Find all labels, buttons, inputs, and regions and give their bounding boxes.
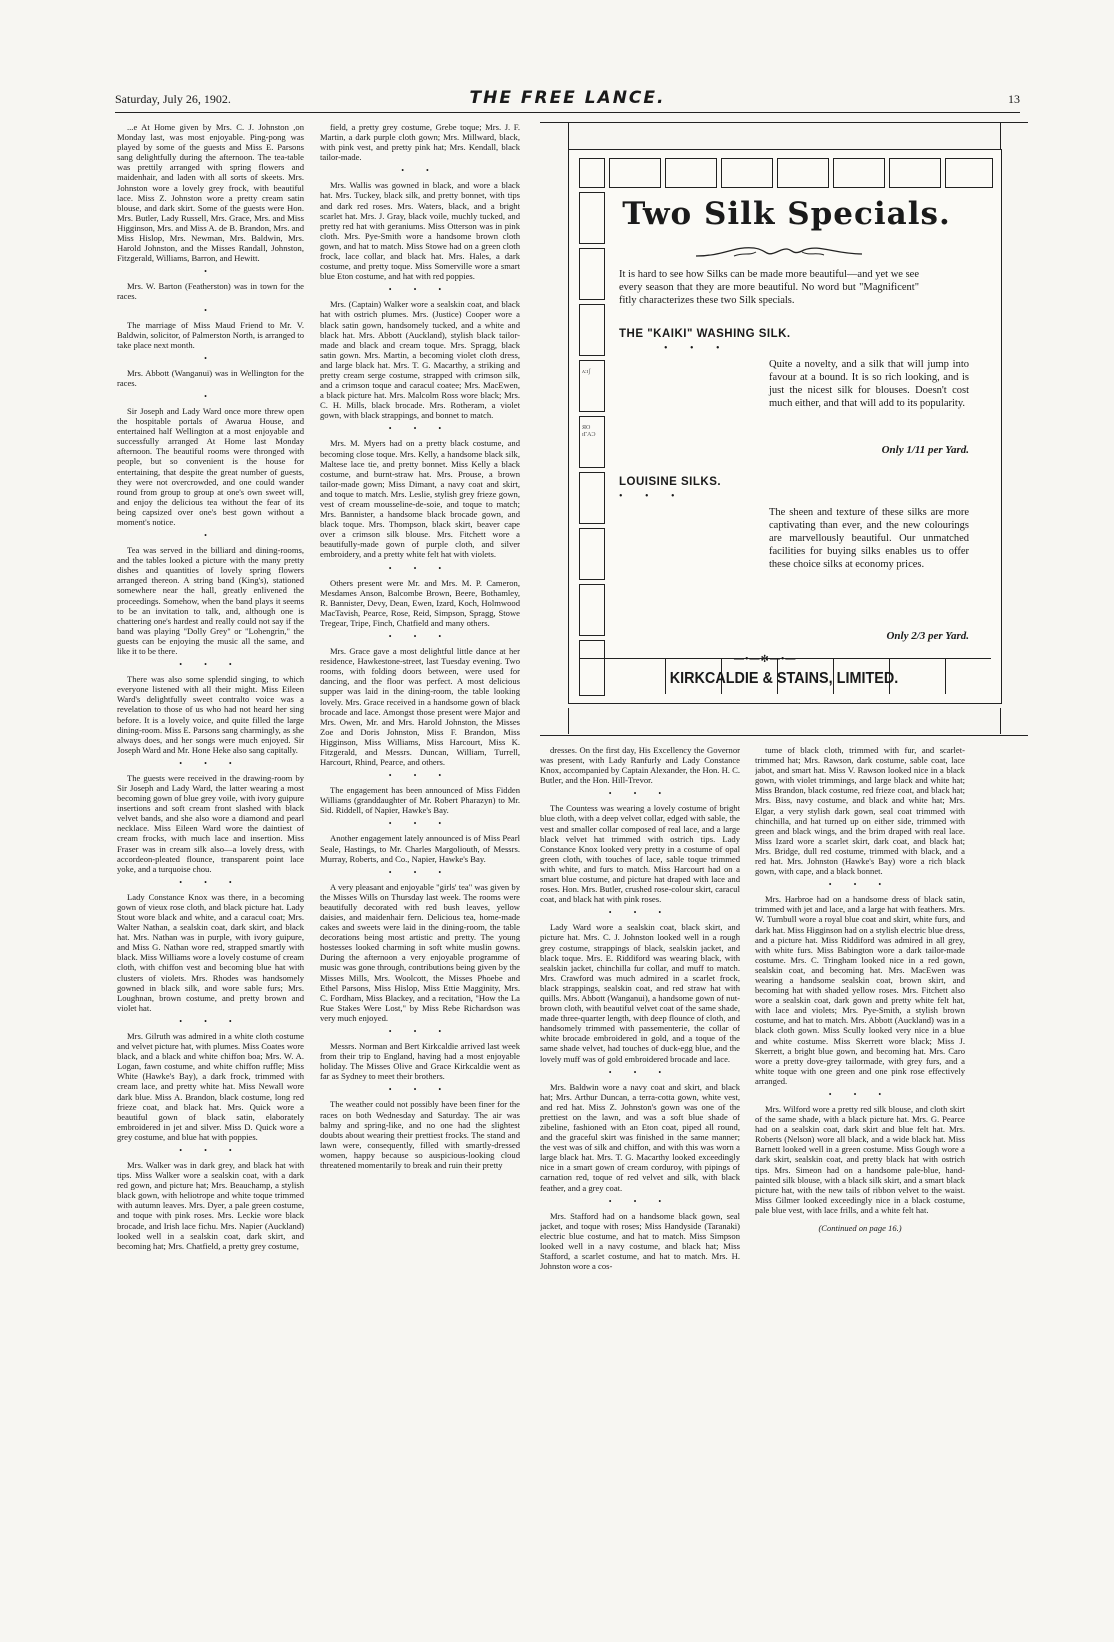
paragraph: The guests were received in the drawing-room by Sir Joseph and Lady Ward, the latter wearing a most becoming gown of blue grey voile, with ivory guipure insertions and soft cream front slashed with black velvet bands, and she also wore a diamond and pearl necklace. Miss Eileen Ward wore the daintiest of cream frocks, with much lace and insertion. Miss Fraser was in cream silk also—a lovely dress, with accordeon-pleated flounce, transparent point lace yoke, and a turquoise chou. (117, 772, 304, 874)
separator-dots: • • • (388, 563, 452, 573)
separator-dots: • • (401, 166, 439, 176)
border-cell (579, 416, 605, 468)
paragraph: Others present were Mr. and Mrs. M. P. Cameron, Mesdames Anson, Balcombe Brown, Beere, Bothamley, R. Bannister, Devy, Dean, Ewen, Izard, Koch, Holmwood MacTavish, Pearce, Rose, Reid, Simpson, Spragg, Stowe Tregear, Tripe, Finch, Chatfield and many others. (320, 577, 520, 628)
separator-dots: • • • (388, 632, 452, 642)
paragraph: Mrs. Walker was in dark grey, and black hat with tips. Miss Walker wore a sealskin coat, with a dark red gown, and picture hat; Mrs. Beauchamp, a stylish black gown, with heliotrope and white toque trimmed with autumn leaves. Mrs. Dyer, a pale green costume, and toque with pink roses. Mrs. Leckie wore black brocade, and Irish lace fichu. Mrs. Napier (Auckland) looked well in a sealskin coat, dark skirt, and becoming hat; Mrs. Chatfield, a pretty grey costume, (117, 1159, 304, 1251)
separator-dots: • (204, 391, 217, 401)
paragraph: Lady Constance Knox was there, in a becoming gown of vieux rose cloth, and black picture hat. Lady Stout wore black and white, and a caracul coat; Mrs. Walter Nathan, a sealskin coat, dark skirt, and black hat. Mrs. Nathan was in purple, with ivory guipure, and Miss G. Nathan wore red, strapped smartly with black. Miss Williams wore a lovely costume of cream cloth, with chiffon vest and becoming blue hat with clusters of violets. Mrs. Rhodes was handsomely gowned in black silk, and wore sable furs; Mrs. Loughnan, brown costume, and pretty brown and violet hat. (117, 891, 304, 1013)
separator-dots: • (204, 531, 217, 541)
separator-dots: • • • (388, 867, 452, 877)
ad-rule (1000, 708, 1001, 734)
separator-dots: • • • (828, 1090, 892, 1099)
ad-rule (568, 708, 569, 734)
separator-dots: • • • (179, 1016, 242, 1026)
continued-note: (Continued on page 16.) (818, 1223, 902, 1234)
border-cell (579, 472, 605, 524)
separator-dots: • • • (179, 1145, 242, 1155)
column-3 (540, 745, 740, 1565)
paragraph: The weather could not possibly have been finer for the races on both Wednesday and Saturday. The air was balmy and spring-like, and no one had the slightest doubts about wearing their prettiest frocks. The stand and lawn were, consequently, filled with smartly-dressed women, happy because so auspicious-looking cloud threatened momentarily to break and ruin their pretty (320, 1099, 520, 1170)
paragraph: Tea was served in the billiard and dining-rooms, and the tables looked a picture with the many pretty dishes and quantities of lovely spring flowers arranged thereon. A string band (King's), stationed somewhere near the hall, greatly enlivened the proceedings. Somehow, when the band plays it seems to be an invitation to talk, and, although one is chattering one's hardest and really could not say if the band was playing "Dolly Grey" or "Lohengrin," the guests can be enjoying the music all the same, and like it to be there. (117, 545, 304, 657)
border-cell (609, 158, 661, 188)
ad-title: Two Silk Specials. (622, 196, 951, 232)
border-cell (579, 360, 605, 412)
separator-dots: • • • (388, 424, 452, 434)
kaiki-description: Quite a novelty, and a silk that will jump into favour at a bound. It is so rich looking, and is just the nicest silk for blouses. Doesn't cost much either, and that will add to its popularity. (769, 359, 969, 409)
issue-date: Saturday, July 26, 1902. (115, 92, 231, 106)
border-cell (579, 248, 605, 300)
ornament-divider: —•—✻—•— (734, 654, 797, 665)
kaiki-heading: THE "KAIKI" WASHING SILK. (619, 328, 791, 340)
separator-dots: • (204, 305, 217, 315)
bullet-ornament: • • • (619, 491, 685, 502)
separator-dots: • (204, 353, 217, 363)
separator-dots: • • • (608, 789, 672, 799)
border-divider (945, 658, 946, 694)
border-cell (579, 528, 605, 580)
separator-dots: • • • (388, 285, 452, 295)
separator-dots: • • • (828, 880, 892, 890)
border-cell (777, 158, 829, 188)
paragraph: ...e At Home given by Mrs. C. J. Johnston ,on Monday last, was most enjoyable. Ping-pong was played by some of the guests and Miss E. Parsons sang delightfully during the afternoon. The tea-table was prettily arranged with spring flowers and maidenhair, and laden with all sorts of skeets. Mrs. Johnston wore a lovely grey frock, with beautiful lace. Miss Z. Johnston wore a pretty cream satin blouse, and dark skirt. Some of the guests were Hon. Mrs. Butler, Lady Russell, Mrs. Grace, Mrs. and Miss Higginson, Mrs. and Miss A. de B. Brandon, Mrs. and Miss Hislop, Mrs. Newman, Mrs. Baldwin, Mrs. Harold Johnston, and the Misses Randall, Johnston, Fitzgerald, Williams, Barron, and Hewitt. (117, 122, 304, 264)
separator-dots: • • • (388, 819, 452, 829)
paragraph: The marriage of Miss Maud Friend to Mr. V. Baldwin, solicitor, of Palmerston North, is arranged to take place next month. (117, 319, 304, 350)
border-cell (945, 158, 993, 188)
flourish-icon (694, 242, 864, 260)
page-number: 13 (1008, 92, 1020, 106)
kaiki-price: Only 1/11 per Yard. (881, 444, 969, 456)
paragraph: Sir Joseph and Lady Ward once more threw open the hospitable portals of Awarua House, and entertained half Wellington at a most enjoyable and successfully arranged At Home last Monday afternoon. The beautiful rooms were thronged with people, but so convenient is the house for entertaining, that despite the great number of guests, they were not overcrowded, and one could wander round from group to group at one's own sweet will, and enjoy the delicious tea without the fear of its being capsized over one's best gown without a moment's notice. (117, 405, 304, 527)
separator-dots: • • • (608, 1196, 672, 1206)
paragraph: A very pleasant and enjoyable "girls' tea" was given by the Misses Wills on Thursday last week. The rooms were beautifully decorated with red bush leaves, yellow daisies, and maidenhair fern. Delicious tea, home-made cakes and sweets were laid in the dining-room, the table decorations being most artistic and pretty. The young hostesses looked charming in soft white muslin gowns. During the afternoon a very enjoyable programme of music was gone through, contributions being given by the Misses Mills, Mrs. Woolcott, the Misses Phoebe and Ethel Parsons, Miss Hislop, Miss Ettie Magginity, Mrs. C. Fordham, Miss Blackey, and a recitation, "How the La Rue Stakes Were Lost," by Miss Rebe Richardson was very much enjoyed. (320, 881, 520, 1023)
side-decoration-text: ЯO ɪΓAƆ (582, 425, 596, 438)
paragraph: dresses. On the first day, His Excellency the Governor was present, with Lady Ranfurly and Lady Constance Knox, accompanied by Captain Alexander, the Hon. H. C. Butler, and the Hon. Hill-Trevor. (540, 745, 740, 786)
page-header (115, 90, 1020, 113)
ad-intro-text: It is hard to see how Silks can be made more beautiful—and yet we see every season that they are more beautiful. No word but "Magnificent" fitly characterizes these two Silk specials. (619, 269, 919, 306)
separator-dots: • • • (179, 758, 242, 768)
paragraph: Mrs. Stafford had on a handsome black gown, seal jacket, and toque with roses; Miss Handyside (Taranaki) electric blue costume, and hat to match. Miss Simpson looked well in a navy costume, and black hat; Miss Stafford, a scarlet costume, and hat to match. Mrs. H. Johnston wore a cos- (540, 1210, 740, 1272)
paragraph: The Countess was wearing a lovely costume of bright blue cloth, with a deep velvet collar, edged with sable, the vest and smaller collar composed of real lace, and a large black velvet hat trimmed with ostrich tips. Lady Constance Knox looked very pretty in a costume of opal green cloth, with touches of lace, sable toque trimmed with white, and furs to match. Miss Harcourt had on a smart blue costume, and picture hat draped with lace and roses. Hon. Mrs. Butler, crushed rose-colour skirt, caracul coat, and black hat with pink roses. (540, 803, 740, 905)
column-2 (320, 122, 520, 1622)
bullet-ornament: • • • (664, 343, 730, 354)
louisine-description: The sheen and texture of these silks are more captivating than ever, and the new colourings are marvellously beautiful. Our unmatched facilities for buying silks enables us to offer these choice silks at economy prices. (769, 507, 969, 570)
border-cell (579, 584, 605, 636)
separator-dots: • • • (179, 877, 242, 887)
paragraph: Mrs. Baldwin wore a navy coat and skirt, and black hat; Mrs. Arthur Duncan, a terra-cotta gown, white vest, and red hat. Miss Z. Johnston's gown was one of the prettiest on the lawn, and was a soft blue shade of zibeline, fashioned with an Eton coat, piped all round, and the graceful skirt was finished in the same manner; the vest was of silk and chiffon, and with this was worn a large black hat. Mrs. T. G. Macarthy looked exceedingly nice in a smart gown of cream corduroy, with pipings of carnation red, toque of red velvet and silk, with black feather, and a grey coat. (540, 1081, 740, 1193)
paragraph: Mrs. Abbott (Wanganui) was in Wellington for the races. (117, 367, 304, 388)
silk-advertisement (540, 122, 1028, 736)
paragraph: field, a pretty grey costume, Grebe toque; Mrs. J. F. Martin, a dark purple cloth gown; Mrs. Millward, black, with pink vest, and pretty pink hat; Mrs. Kendall, black tailor-made. (320, 122, 520, 163)
separator-dots: • • • (608, 1067, 672, 1077)
paragraph: Mrs. W. Barton (Featherston) was in town for the races. (117, 281, 304, 302)
ad-border-box (568, 149, 1002, 704)
ad-rule (568, 123, 569, 149)
paragraph: Mrs. Harbroe had on a handsome dress of black satin, trimmed with jet and lace, and a large hat with feathers. Mrs. W. Turnbull wore a royal blue coat and skirt, white furs, and dark hat. Miss Higginson had on a stylish electric blue dress, and a picture hat. Miss Riddiford was admired in all grey, with white furs. Miss Babington wore a dark tailor-made costume. Mrs. C. Tringham looked nice in a red gown, sealskin coat, and becoming hat. Mrs. MacEwen was wearing a handsome sealskin coat, brown skirt, and becoming hat with shaded yellow roses. Mrs. Fitchett also wore a sealskin coat, dark gown and pretty white felt hat, with lace and violets; Mrs. Pye-Smith, a stylish brown costume, and hat to match. Mrs. Abbott (Auckland) was in a black cloth gown. Miss Scully looked very nice in a blue and white costume. Miss Skerrett wore black; Miss J. Skerrett, a bright blue gown, and becoming hat. Mrs. Caro wore a pretty dove-grey tailormade, with grey furs, and a white toque with one green and one pink rose effectively arranged. (755, 894, 965, 1086)
border-cell (721, 158, 773, 188)
paragraph: Mrs. M. Myers had on a pretty black costume, and becoming close toque. Mrs. Kelly, a handsome black silk, Maltese lace tie, and pretty bonnet. Miss Kelly a black costume, and burnt-straw hat. Mrs. Prouse, a brown tailor-made gown; Miss Dimant, a navy coat and skirt, and toque to match. Mrs. Leslie, stylish grey frieze gown, vest of cream mousseline-de-soie, and toque to match; Mrs. Bannister, a handsome black brocade gown, and black toque. Mrs. Thompson, black skirt, beaver cape over a crimson silk blouse. Mrs. Fitchett wore a beautifully-made gown of purple cloth, and silver embroidery, and a pretty white felt hat with violets. (320, 438, 520, 560)
column-1 (117, 122, 304, 1622)
paragraph: The engagement has been announced of Miss Fidden Williams (granddaughter of Mr. Robert Pharazyn) to Mr. Sid. Riddell, of Napier, Hawke's Bay. (320, 785, 520, 816)
louisine-price: Only 2/3 per Yard. (886, 630, 969, 642)
separator-dots: • • • (608, 908, 672, 918)
separator-dots: • • • (388, 771, 452, 781)
paragraph: tume of black cloth, trimmed with fur, and scarlet-trimmed hat; Mrs. Rawson, dark costume, sable coat, lace jabot, and smart hat. Miss V. Rawson looked nice in a black gown, with violet trimmings, and large black and white hat; Miss Brandon, black costume, red frieze coat, and black hat; Mrs. Biss, navy costume, and black and white hat; Mrs. Elgar, a very stylish dark gown, seal coat trimmed with chinchilla, and hat turned up on either side, trimmed with green and black wings, and the brim draped with real lace. Miss Izard wore a scarlet skirt, dark coat, and black hat; Mrs. Bridge, dull red costume, trimmed with black, and a red hat. Mrs. Johnston (Hawke's Bay) wore a rich black gown, with cape, and a black bonnet. (755, 745, 965, 877)
border-cell (579, 304, 605, 356)
masthead-title: THE FREE LANCE. (469, 88, 666, 108)
border-cell (833, 158, 885, 188)
border-cell (889, 158, 941, 188)
firm-name: KIRKCALDIE & STAINS, LIMITED. (669, 670, 899, 687)
paragraph: Mrs. Wilford wore a pretty red silk blouse, and cloth skirt of the same shade, with a black picture hat. Mrs. G. Pearce had on a sealskin coat, dark skirt and blue felt hat. Mrs. Roberts (Nelson) wore all black, and a wide black hat. Miss Barnett looked well in a green costume. Miss Gough wore a dark skirt, sealskin coat, and pretty black hat with ostrich tips. Mrs. Simeon had on a handsome pale-blue, hand-painted silk blouse, with a black silk skirt, and a smart black picture hat, with the new tails of ribbon velvet to the waist. Miss Gilmer looked exceedingly nice in a black costume, pale blue vest, with lace frills, and a white felt hat. (755, 1104, 965, 1215)
paragraph: Messrs. Norman and Bert Kirkcaldie arrived last week from their trip to England, having had a most enjoyable holiday. The Misses Olive and Grace Kirkcaldie went as far as Sydney to meet their brothers. (320, 1041, 520, 1082)
side-decoration-text: ʌ:ɪʃ (582, 369, 591, 375)
border-cell (579, 158, 605, 188)
paragraph: Mrs. Gilruth was admired in a white cloth costume and velvet picture hat, with plumes. Miss Coates wore black, and a black and white chiffon boa; Mrs. W. A. Logan, fawn costume, and white chiffon ruffle; Miss White (Hawke's Bay), a dark frock, trimmed with cream lace, and pretty white hat. Miss Newall wore dark blue. Miss A. Brandon, black costume, long red frieze coat, and black hat. Mrs. Quick wore a beautiful gown of black satin, elaborately embroidered in jet and silver. Miss D. Quick wore a grey costume, and blue hat with poppies. (117, 1030, 304, 1142)
separator-dots: • • • (179, 660, 242, 670)
border-cell (665, 158, 717, 188)
louisine-heading: LOUISINE SILKS. (619, 476, 722, 488)
separator-dots: • (204, 267, 217, 277)
ad-rule (1000, 123, 1001, 149)
paragraph: Lady Ward wore a sealskin coat, black skirt, and picture hat. Mrs. C. J. Johnston looked well in a rough grey costume, strappings of black, sealskin jacket, and black toque. Mrs. E. Riddiford was wearing black, with sealskin jacket, chinchilla fur collar, and muff to match. Mrs. Crawford was much admired in a scarlet frock, black strappings, sealskin coat, and red straw hat with quills. Mrs. Abbott (Wanganui), a handsome gown of nut-brown cloth, with beautiful velvet coat of the same shade, made three-quarter length, with deep flounce of cloth, and handsomely trimmed with passementerie, the collar of white brocade embroidered in gold, and a toque of the same shade velvet, had touches of duck-egg blue, and the lovely muff was of gold embroidered brocade and lace. (540, 922, 740, 1064)
paragraph: There was also some splendid singing, to which everyone listened with all their might. Miss Eileen Ward's delightfully sweet contralto voice was a revelation to those of us who had not heard her sing before. It is a lovely voice, and quite filled the large dining-room. Miss E. Parsons sang charmingly, as she always does, and her songs were much enjoyed. Sir Joseph Ward and Mr. Hone Heke also sang capitally. (117, 674, 304, 755)
paragraph: Mrs. Grace gave a most delightful little dance at her residence, Hawkestone-street, last Tuesday evening. Two rooms, with folding doors between, were used for dancing, and the floor was perfect. A most delicious supper was laid in the dining-room, the table looking lovely. Mrs. Grace received in a handsome gown of black brocade and lace. Amongst those present were Major and Mrs. Owen, Mr. and Mrs. Harold Johnston, the Misses Zoe and Doris Johnston, Miss F. Brandon, Miss Higginson, Miss Williams, Miss Harcourt, Miss K. Fitzgerald, and Messrs. Duncan, William, Turrell, Harcourt, Rhind, Pearce, and others. (320, 646, 520, 768)
border-cell (579, 192, 605, 244)
separator-dots: • • • (388, 1027, 452, 1037)
column-4 (755, 745, 965, 1585)
paragraph: Mrs. Wallis was gowned in black, and wore a black hat. Mrs. Tuckey, black silk, and pretty bonnet, with tips and dark red roses. Mrs. Waters, black, and a bright scarlet hat. Mrs. J. Gray, black voile, muchly tucked, and pretty red hat with geraniums. Miss Otterson was in pink cloth. Mrs. Pye-Smith wore a handsome brown cloth gown, and hat to match. Miss Stowe had on a green cloth frock, lace collar, and black hat. Mrs. Hales, a dark costume, and pretty toque. Miss Somerville wore a smart blue Eton costume, and hat with red poppies. (320, 180, 520, 282)
separator-dots: • • • (388, 1085, 452, 1095)
paragraph: Another engagement lately announced is of Miss Pearl Seale, Hastings, to Mr. Charles Margoliouth, of Messrs. Murray, Roberts, and Co., Napier, Hawke's Bay. (320, 833, 520, 864)
paragraph: Mrs. (Captain) Walker wore a sealskin coat, and black hat with ostrich plumes. Mrs. (Justice) Cooper wore a black satin gown, handsomely tucked, and a white and black hat. Mrs. Abbott (Auckland), stylish black tailor-made and black and cream toque. Mrs. Spragg, black satin gown. Mrs. Martin, a becoming violet cloth dress, and large black hat. Mrs. T. G. Macarthy, a striking and pretty cream serge costume, strapped with crimson silk, and a crimson toque and caracul coatee; Mrs. MacEwen, a black picture hat. Mrs. Malcolm Ross wore black; Mrs. C. H. Mills, black brocade. Mrs. Rotheram, a violet gown, with black strappings, and bonnet to match. (320, 299, 520, 421)
